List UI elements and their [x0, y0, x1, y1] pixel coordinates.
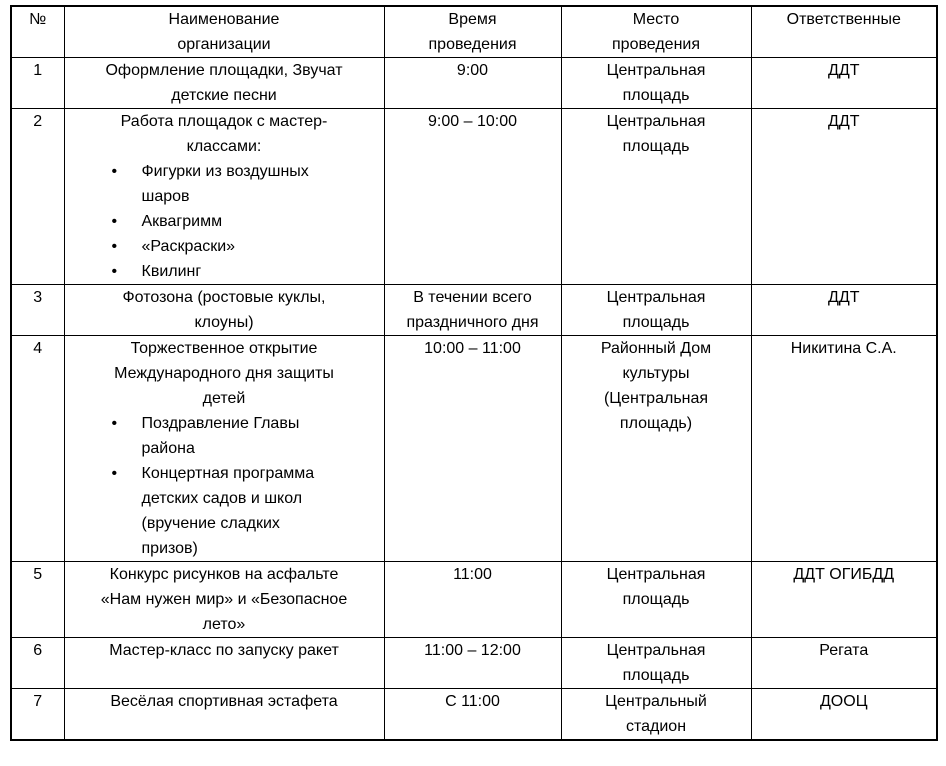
cell-time: [384, 285, 561, 336]
text-line: Международного дня защиты: [114, 365, 334, 382]
cell-num: 3: [11, 285, 64, 336]
cell-num: 7: [11, 689, 64, 741]
events-table: [10, 5, 938, 741]
text-line: Центральная: [606, 642, 706, 659]
cell-name: [64, 562, 384, 638]
text-line: Центральная: [606, 566, 706, 583]
text-line: • Фигурки из воздушных: [141, 163, 309, 180]
text-line: (вручение сладких: [141, 515, 280, 532]
cell-name: [64, 58, 384, 109]
bullet-item: [142, 259, 381, 284]
cell-place: [561, 689, 751, 741]
text-line: Торжественное открытие: [130, 340, 318, 357]
text-line: • Аквагримм: [141, 213, 223, 230]
cell-place: [561, 336, 751, 562]
text-line: Центральная: [606, 62, 706, 79]
text-line: 11:00: [453, 566, 492, 583]
text-line: Центральная: [606, 289, 706, 306]
table-row: [11, 336, 937, 562]
cell-place: [561, 109, 751, 285]
table-row: [11, 638, 937, 689]
text-line: Регата: [819, 642, 869, 659]
cell-responsible: [751, 58, 937, 109]
text-line: площадь: [622, 591, 690, 608]
table-row: [11, 109, 937, 285]
text-line: (Центральная: [603, 390, 709, 407]
text-line: площадь: [622, 667, 690, 684]
text-line: Никитина С.А.: [790, 340, 897, 357]
text-line: ДООЦ: [819, 693, 868, 710]
column-header-responsible: [751, 6, 937, 58]
text-line: ДДТ: [828, 289, 860, 306]
cell-name: [64, 109, 384, 285]
text-line: Центральный: [605, 693, 707, 710]
text-line: праздничного дня: [406, 314, 539, 331]
text-line: клоуны): [194, 314, 254, 331]
text-line: Работа площадок с мастер-: [120, 113, 328, 130]
text-line: Наименование: [168, 11, 280, 28]
bullet-item: [142, 461, 381, 561]
text-line: • Квилинг: [141, 263, 202, 280]
text-line: проведения: [612, 36, 700, 53]
text-line: Районный Дом: [600, 340, 712, 357]
cell-num: 1: [11, 58, 64, 109]
cell-responsible: [751, 285, 937, 336]
text-line: Центральная: [606, 113, 706, 130]
text-line: площадь): [619, 415, 693, 432]
text-line: детские песни: [171, 87, 277, 104]
text-line: 9:00: [456, 62, 489, 79]
cell-place: [561, 562, 751, 638]
text-line: культуры: [622, 365, 690, 382]
text-line: Весёлая спортивная эстафета: [110, 693, 338, 710]
text-line: организации: [177, 36, 271, 53]
text-line: ДДТ ОГИБДД: [793, 566, 895, 583]
text-line: Ответственные: [786, 11, 901, 28]
column-header-name: [64, 6, 384, 58]
text-line: 11:00 – 12:00: [424, 642, 521, 659]
text-line: детских садов и школ: [141, 490, 303, 507]
cell-time: [384, 109, 561, 285]
bullet-item: [142, 159, 381, 209]
text-line: Время: [448, 11, 497, 28]
cell-num: 5: [11, 562, 64, 638]
bullet-list: [68, 159, 381, 284]
cell-place: [561, 285, 751, 336]
text-line: площадь: [622, 314, 690, 331]
text-line: • «Раскраски»: [141, 238, 236, 255]
cell-num: 4: [11, 336, 64, 562]
text-line: №: [29, 11, 47, 28]
cell-name: [64, 638, 384, 689]
text-line: площадь: [622, 138, 690, 155]
cell-responsible: [751, 689, 937, 741]
bullet-list: [68, 411, 381, 561]
table-row: [11, 58, 937, 109]
cell-time: [384, 689, 561, 741]
text-line: 10:00 – 11:00: [424, 340, 521, 357]
table-row: [11, 689, 937, 741]
text-line: стадион: [625, 718, 687, 735]
header-row: [11, 6, 937, 58]
text-line: Мастер-класс по запуску ракет: [109, 642, 339, 659]
cell-name: [64, 285, 384, 336]
cell-time: [384, 562, 561, 638]
text-line: детей: [202, 390, 246, 407]
cell-responsible: [751, 336, 937, 562]
column-header-num: [11, 6, 64, 58]
text-line: ДДТ: [828, 62, 860, 79]
text-line: Фотозона (ростовые куклы,: [122, 289, 326, 306]
cell-num: 6: [11, 638, 64, 689]
table-body: [11, 58, 937, 741]
cell-place: [561, 58, 751, 109]
table-row: [11, 285, 937, 336]
text-line: лето»: [202, 616, 246, 633]
text-line: классами:: [186, 138, 262, 155]
text-line: ДДТ: [828, 113, 860, 130]
cell-place: [561, 638, 751, 689]
text-line: • Поздравление Главы: [141, 415, 300, 432]
cell-num: 2: [11, 109, 64, 285]
cell-time: [384, 336, 561, 562]
column-header-place: [561, 6, 751, 58]
text-line: Конкурс рисунков на асфальте: [109, 566, 339, 583]
cell-name: [64, 689, 384, 741]
text-line: проведения: [428, 36, 517, 53]
cell-time: [384, 58, 561, 109]
text-line: «Нам нужен мир» и «Безопасное: [100, 591, 348, 608]
text-line: шаров: [141, 188, 190, 205]
text-line: района: [141, 440, 195, 457]
text-line: • Концертная программа: [141, 465, 315, 482]
bullet-item: [142, 209, 381, 234]
text-line: Место: [632, 11, 680, 28]
text-line: Оформление площадки, Звучат: [105, 62, 343, 79]
text-line: призов): [141, 540, 198, 557]
bullet-item: [142, 411, 381, 461]
cell-responsible: [751, 109, 937, 285]
table-row: [11, 562, 937, 638]
text-line: В течении всего: [413, 289, 532, 306]
text-line: площадь: [622, 87, 690, 104]
column-header-time: [384, 6, 561, 58]
text-line: 9:00 – 10:00: [428, 113, 517, 130]
cell-responsible: [751, 562, 937, 638]
cell-responsible: [751, 638, 937, 689]
bullet-item: [142, 234, 381, 259]
cell-name: [64, 336, 384, 562]
text-line: С 11:00: [445, 693, 500, 710]
cell-time: [384, 638, 561, 689]
